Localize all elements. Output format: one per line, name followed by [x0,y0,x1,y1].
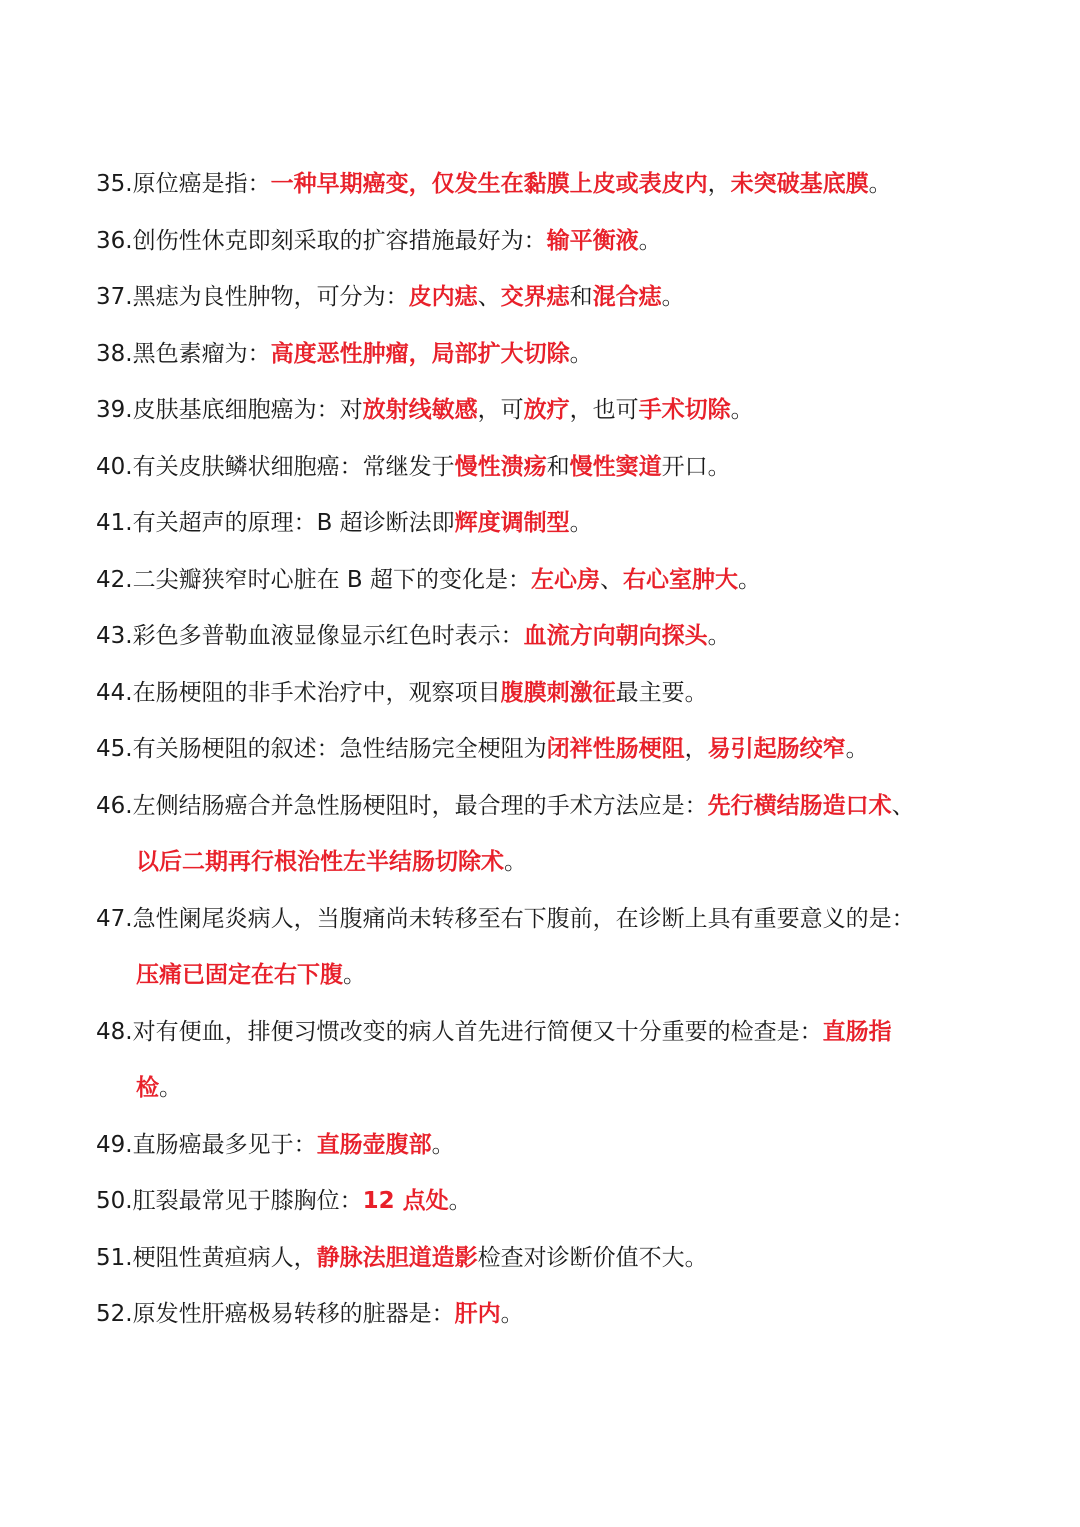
list-item [96,326,996,383]
highlighted-answer: 易引起肠绞窄 [707,736,846,762]
item-line [96,778,996,835]
question-text: 35.原位癌是指： [96,171,271,197]
highlighted-answer: 交界痣 [500,284,570,310]
highlighted-answer: 腹膜刺激征 [500,679,616,706]
list-item [96,382,996,439]
list-item [96,665,996,722]
item-line [96,891,996,948]
question-text: 52.原发性肝癌极易转移的脏器是： [96,1301,455,1327]
highlighted-answer: 一种早期癌变，仅发生在黏膜上皮或表皮内 [270,171,708,197]
highlighted-answer: 皮内痣 [408,284,478,310]
highlighted-answer: 静脉法胆道造影 [316,1244,478,1271]
item-line [96,1230,996,1287]
highlighted-answer: 左心房 [530,566,600,593]
highlighted-answer: 慢性溃疡 [454,453,547,480]
list-item [96,269,996,326]
question-text: 46.左侧结肠癌合并急性肠梗阻时，最合理的手术方法应是： [96,792,708,819]
question-text: 47.急性阑尾炎病人，当腹痛尚未转移至右下腹前，在诊断上具有重要意义的是： [96,905,915,932]
question-text: 43.彩色多普勒血液显像显示红色时表示： [96,623,524,649]
list-item [96,891,996,1004]
item-line [96,326,996,383]
highlighted-answer: 辉度调制型 [454,510,570,536]
question-text: ， [684,736,708,762]
question-text: 。 [569,510,593,536]
list-item [96,156,996,213]
highlighted-answer: 高度恶性肿瘤，局部扩大切除 [270,340,570,367]
item-line [96,382,996,439]
question-text: 44.在肠梗阻的非手术治疗中，观察项目 [96,679,501,706]
highlighted-answer: 未突破基底膜 [730,171,869,197]
list-item [96,213,996,270]
question-text: 、 [891,792,915,819]
list-item [96,1173,996,1230]
list-item [96,1117,996,1174]
question-text: 。 [431,1131,455,1158]
item-line [96,156,996,213]
question-text: 51.梗阻性黄疸病人， [96,1244,317,1271]
question-text: 、 [477,284,501,310]
item-line [96,1004,996,1061]
question-text: 开口。 [661,453,731,480]
item-continuation-line [96,834,996,891]
list-item [96,495,996,552]
highlighted-answer: 输平衡液 [546,227,639,254]
question-text: 40.有关皮肤鳞状细胞癌：常继发于 [96,453,455,480]
item-continuation-line [96,947,996,1004]
item-line [96,439,996,496]
highlighted-answer: 放射线敏感 [362,397,478,423]
item-continuation-line [96,1060,996,1117]
list-item [96,552,996,609]
list-item [96,721,996,778]
question-text: ， [707,171,731,197]
question-text: 。 [638,227,662,254]
highlighted-answer: 肝内 [454,1301,501,1327]
question-text: 49.直肠癌最多见于： [96,1131,317,1158]
question-text: 41.有关超声的原理：B 超诊断法即 [96,510,455,536]
question-text: 45.有关肠梗阻的叙述：急性结肠完全梗阻为 [96,736,547,762]
highlighted-answer: 压痛已固定在右下腹 [136,962,343,988]
highlighted-answer: 慢性窦道 [569,453,662,480]
item-line [96,1173,996,1230]
document-body [96,156,996,1343]
highlighted-answer: 血流方向朝向探头 [523,623,708,649]
question-text: 36.创伤性休克即刻采取的扩容措施最好为： [96,227,547,254]
question-text: 39.皮肤基底细胞癌为：对 [96,397,363,423]
list-item [96,1230,996,1287]
highlighted-answer: 直肠壶腹部 [316,1131,432,1158]
question-text: 。 [504,849,527,875]
question-text: ，可 [477,397,524,423]
question-text: 。 [737,566,761,593]
item-line [96,721,996,778]
question-text: 42.二尖瓣狭窄时心脏在 B 超下的变化是： [96,566,531,593]
item-line [96,495,996,552]
question-text: 48.对有便血，排便习惯改变的病人首先进行简便又十分重要的检查是： [96,1018,823,1045]
highlighted-answer: 先行横结肠造口术 [707,792,892,819]
highlighted-answer: 直肠指 [822,1018,892,1045]
highlighted-answer: 检 [136,1075,159,1101]
item-line [96,552,996,609]
question-text: 、 [599,566,623,593]
highlighted-answer: 右心室肿大 [622,566,738,593]
question-text: 和 [546,453,570,480]
item-line [96,1117,996,1174]
highlighted-answer: 手术切除 [638,397,731,423]
question-text: 和 [569,284,593,310]
question-text: ，也可 [569,397,639,423]
question-text: 50.肛裂最常见于膝胸位： [96,1188,363,1214]
highlighted-answer: 混合痣 [592,284,662,310]
question-text: 。 [868,171,892,197]
question-text: 37.黑痣为良性肿物，可分为： [96,284,409,310]
question-text: 。 [343,962,366,988]
question-text: 检查对诊断价值不大。 [477,1244,708,1271]
highlighted-answer: 以后二期再行根治性左半结肠切除术 [136,849,504,875]
item-line [96,608,996,665]
item-line [96,269,996,326]
list-item [96,1286,996,1343]
question-text: 。 [448,1188,472,1214]
highlighted-answer: 放疗 [523,397,570,423]
question-text: 。 [707,623,731,649]
question-text: 38.黑色素瘤为： [96,340,271,367]
list-item [96,778,996,891]
list-item [96,608,996,665]
question-text: 最主要。 [615,679,708,706]
item-line [96,213,996,270]
question-text: 。 [159,1075,182,1101]
item-line [96,665,996,722]
list-item [96,1004,996,1117]
highlighted-answer: 12 点处 [362,1188,449,1214]
item-line [96,1286,996,1343]
question-text: 。 [730,397,754,423]
question-text: 。 [661,284,685,310]
question-text: 。 [569,340,593,367]
highlighted-answer: 闭袢性肠梗阻 [546,736,685,762]
question-text: 。 [500,1301,524,1327]
list-item [96,439,996,496]
question-text: 。 [845,736,869,762]
